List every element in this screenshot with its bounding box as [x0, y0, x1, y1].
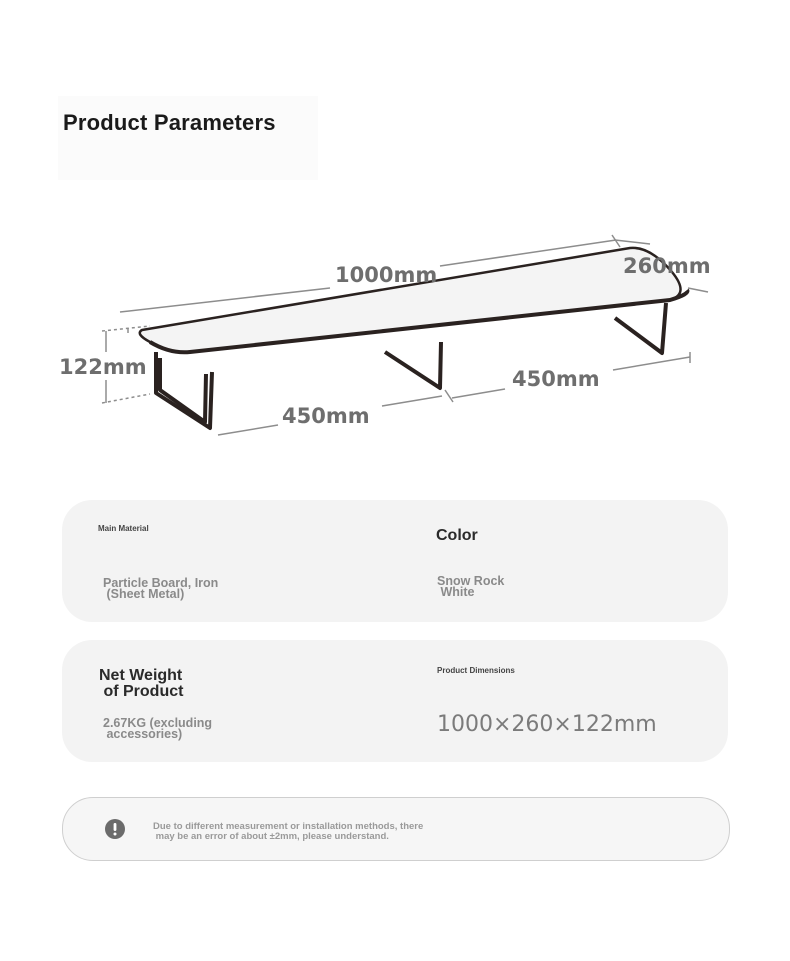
dim-height-label: 122mm — [59, 355, 147, 379]
net-weight-label: Net Weight of Product — [99, 667, 184, 700]
title-panel — [58, 96, 318, 180]
dim-length-label: 1000mm — [335, 263, 438, 287]
page-title: Product Parameters — [63, 110, 276, 135]
main-material-label: Main Material — [98, 524, 149, 533]
net-weight-value: 2.67KG (excluding accessories) — [103, 716, 213, 741]
product-dimensions-value: 1000×260×122mm — [437, 712, 657, 737]
tolerance-note — [62, 797, 730, 861]
dim-depth-label: 260mm — [623, 254, 711, 278]
color-label: Color — [436, 527, 478, 544]
tolerance-note-text: Due to different measurement or installation methods, there may be an error of about ±2mm, please understand. — [153, 821, 424, 842]
dim-span-right-label: 450mm — [512, 367, 600, 391]
product-dimensions-label: Product Dimensions — [437, 666, 515, 675]
spec-card-weight-dimensions — [62, 640, 728, 762]
spec-card-material-color — [62, 500, 728, 622]
product-dimension-diagram — [0, 220, 790, 450]
main-material-value: Particle Board, Iron (Sheet Metal) — [103, 576, 219, 601]
exclamation-circle-icon — [105, 819, 125, 839]
dim-span-left-label: 450mm — [282, 404, 370, 428]
color-value: Snow Rock White — [437, 574, 505, 599]
